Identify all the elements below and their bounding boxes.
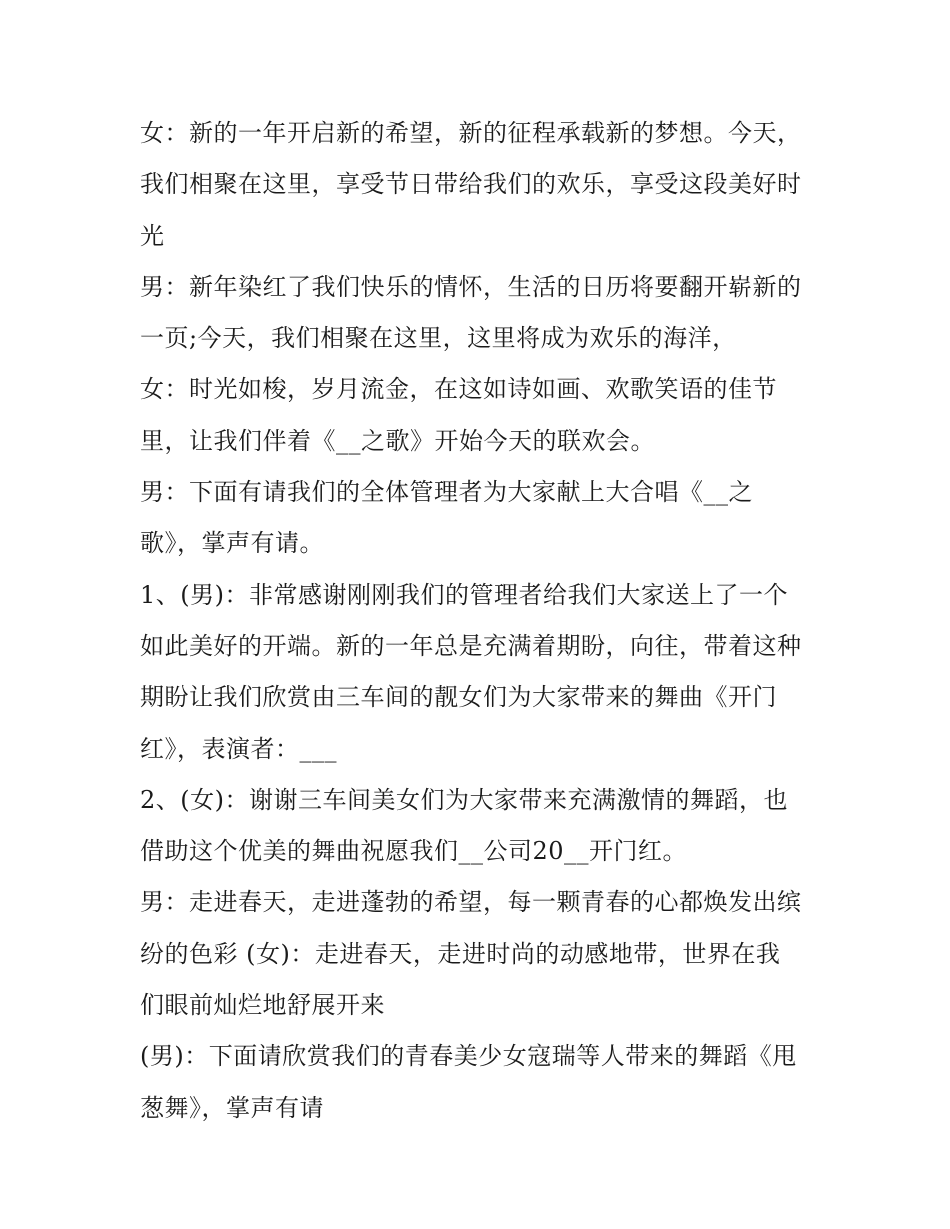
- text-line: (男)：下面请欣赏我们的青春美少女寇瑞等人带来的舞蹈《甩: [140, 1042, 797, 1071]
- text-line: 歌》，掌声有请。: [140, 529, 324, 558]
- text-line: 们眼前灿烂地舒展开来: [140, 991, 385, 1020]
- text-line: 男：新年染红了我们快乐的情怀，生活的日历将要翻开崭新的: [140, 272, 802, 301]
- text-line: 1、(男)：非常感谢刚刚我们的管理者给我们大家送上了一个: [140, 580, 788, 609]
- document-body: [140, 108, 820, 1134]
- text-line: 2、(女)：谢谢三车间美女们为大家带来充满激情的舞蹈，也: [140, 785, 788, 814]
- text-line: 如此美好的开端。新的一年总是充满着期盼，向往，带着这种: [140, 631, 802, 660]
- text-line: 里，让我们伴着《__之歌》开始今天的联欢会。: [140, 426, 655, 455]
- text-line: 红》，表演者：___: [140, 734, 337, 763]
- text-line: 纷的色彩 (女)：走进春天，走进时尚的动感地带，世界在我: [140, 939, 781, 968]
- text-line: 葱舞》，掌声有请: [140, 1093, 324, 1122]
- text-line: 男：走进春天，走进蓬勃的希望，每一颗青春的心都焕发出缤: [140, 888, 802, 917]
- text-line: 女：时光如梭，岁月流金，在这如诗如画、欢歌笑语的佳节: [140, 375, 777, 404]
- text-line: 我们相聚在这里，享受节日带给我们的欢乐，享受这段美好时: [140, 170, 802, 199]
- text-line: 借助这个优美的舞曲祝愿我们__公司20__开门红。: [140, 837, 688, 866]
- text-line: 期盼让我们欣赏由三车间的靓女们为大家带来的舞曲《开门: [140, 683, 777, 712]
- text-line: 一页;今天，我们相聚在这里，这里将成为欢乐的海洋，: [140, 324, 737, 353]
- text-line: 男：下面有请我们的全体管理者为大家献上大合唱《__之: [140, 478, 753, 507]
- text-line: 女：新的一年开启新的希望，新的征程承载新的梦想。今天，: [140, 119, 802, 147]
- text-line: 光: [140, 221, 165, 250]
